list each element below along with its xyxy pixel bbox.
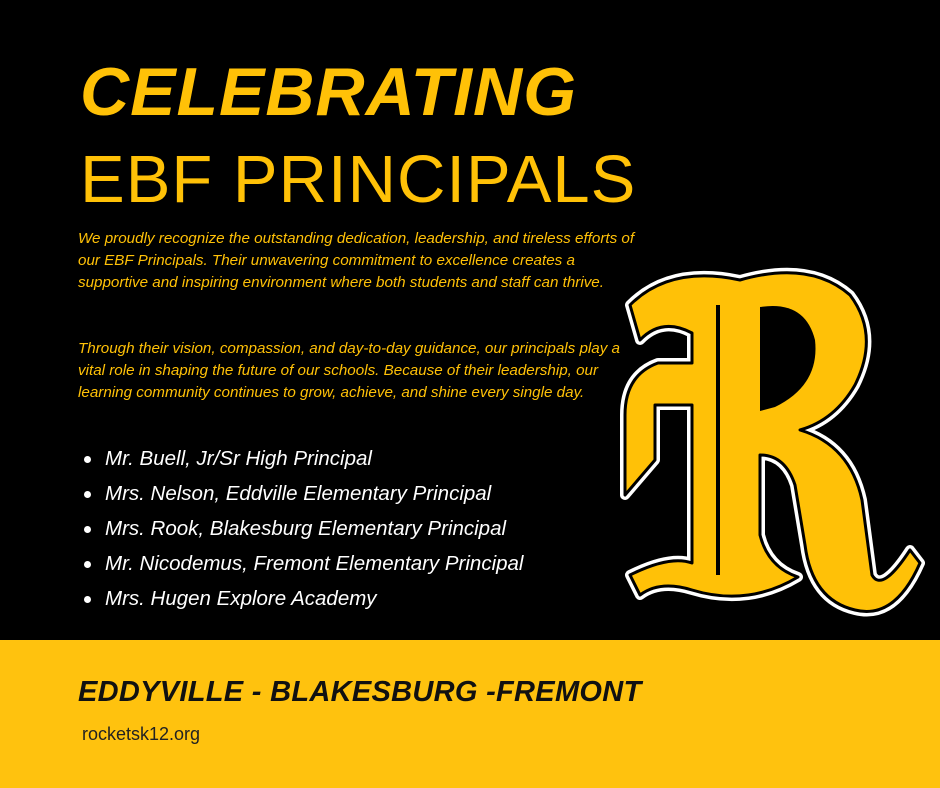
gothic-r-logo-icon: [600, 245, 925, 625]
bullet-icon: [84, 526, 91, 533]
principal-name: Mr. Buell, Jr/Sr High Principal: [105, 447, 372, 470]
bullet-icon: [84, 456, 91, 463]
list-item: [80, 514, 523, 549]
intro-paragraph-1: We proudly recognize the outstanding dedication, leadership, and tireless efforts of our EBF Principals. Their unwavering commitment to excellence creates a supportive and inspiring environment where both students and staff can thrive.: [78, 230, 635, 291]
principal-name: Mr. Nicodemus, Fremont Elementary Principal: [105, 552, 524, 575]
bullet-icon: [84, 596, 91, 603]
intro-paragraph-2: Through their vision, compassion, and day-to-day guidance, our principals play a vital role in shaping the future of our schools. Because of their leadership, our learning community continues to grow, achieve, and shine every single day.: [78, 340, 620, 401]
district-name: EDDYVILLE - BLAKESBURG -FREMONT: [78, 676, 642, 708]
footer-band: [0, 640, 940, 788]
list-item: [80, 444, 523, 479]
principal-list: [80, 444, 523, 619]
list-item: [80, 549, 523, 584]
principal-name: Mrs. Nelson, Eddville Elementary Principal: [105, 482, 492, 505]
principal-name: Mrs. Hugen Explore Academy: [105, 587, 377, 610]
bullet-icon: [84, 561, 91, 568]
principal-name: Mrs. Rook, Blakesburg Elementary Principal: [105, 517, 507, 540]
list-item: [80, 584, 523, 619]
heading-line-1: CELEBRATING: [80, 54, 578, 130]
heading-line-2: EBF PRINCIPALS: [80, 142, 637, 217]
bullet-icon: [84, 491, 91, 498]
list-item: [80, 479, 523, 514]
website-link[interactable]: rocketsk12.org: [82, 724, 201, 744]
